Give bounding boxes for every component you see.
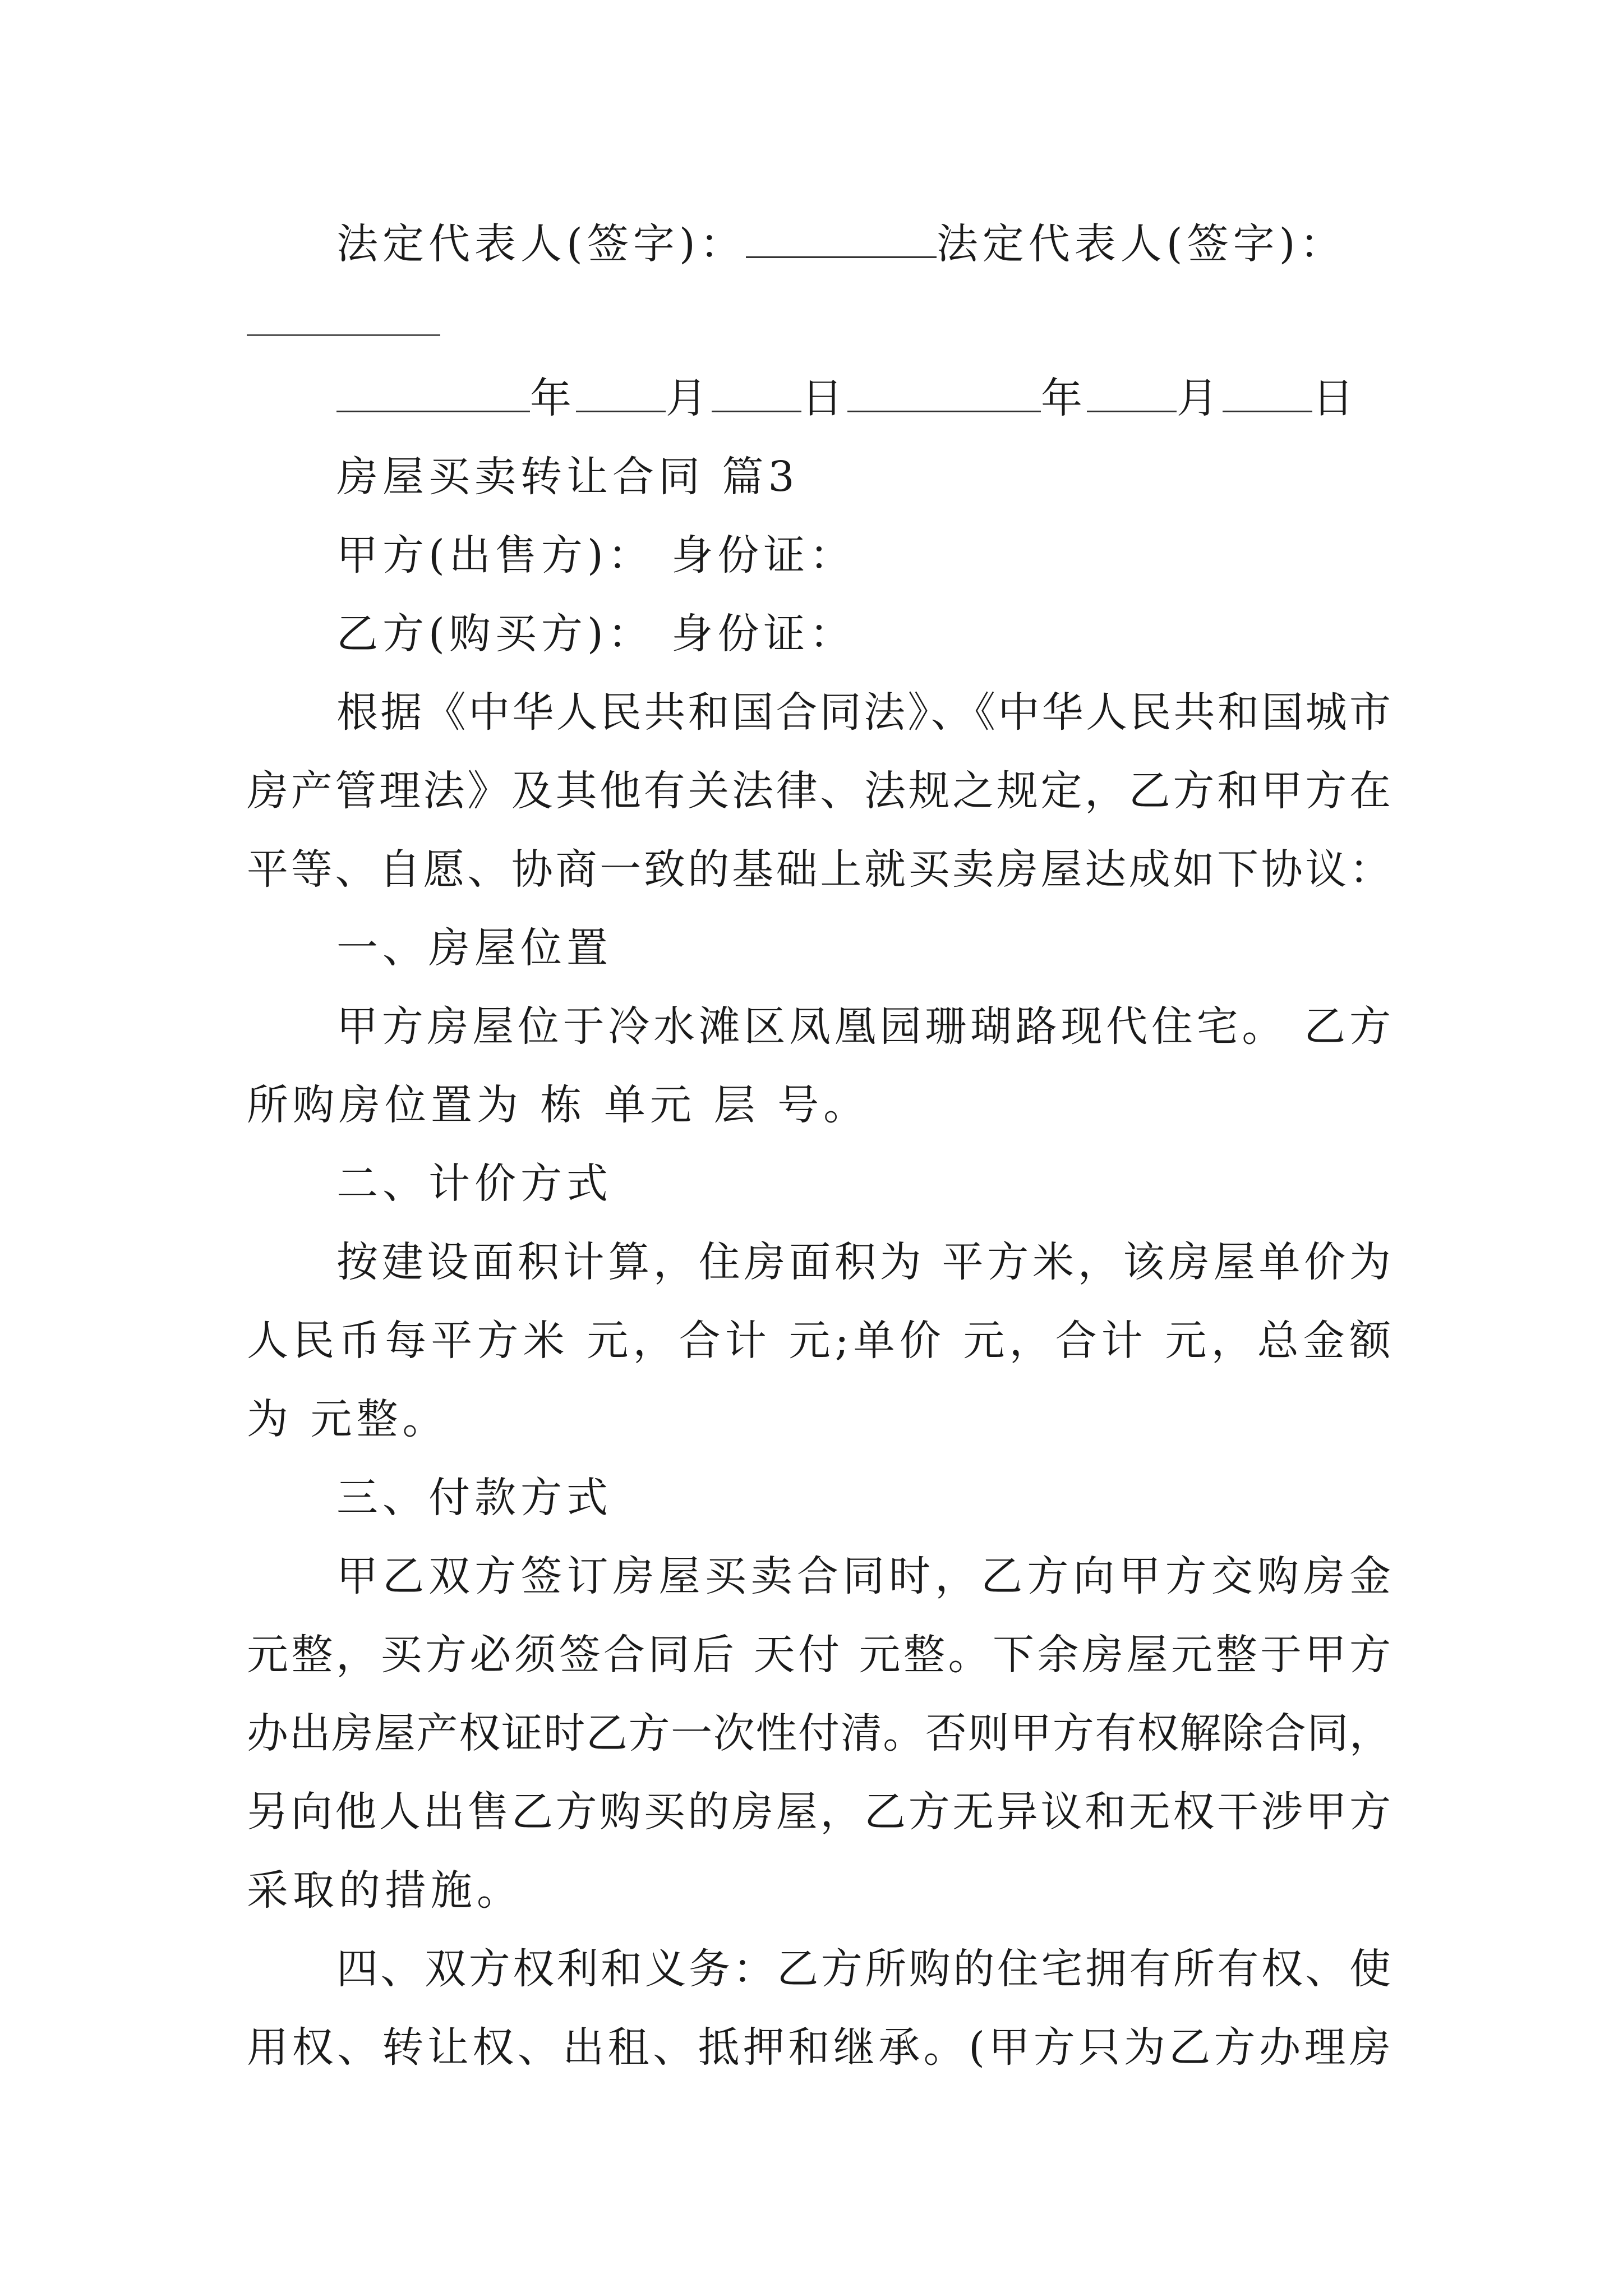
section-2-title: 二、计价方式 bbox=[336, 1159, 612, 1208]
day-blank-b bbox=[1223, 373, 1312, 412]
legal-rep-label-a: 法定代表人(签字)： bbox=[336, 220, 746, 268]
preamble-line: 房产管理法》及其他有关法律、法规之规定，乙方和甲方在 bbox=[247, 767, 1391, 815]
year-blank-a bbox=[336, 373, 530, 412]
legal-rep-label-b: 法定代表人(签字)： bbox=[936, 220, 1346, 268]
section-3-line: 另向他人出售乙方购买的房屋，乙方无异议和无权干涉甲方 bbox=[247, 1788, 1391, 1836]
year-blank-b bbox=[847, 373, 1041, 412]
date-row bbox=[336, 359, 1391, 438]
signature-row bbox=[336, 205, 1391, 283]
section-2-line: 按建设面积计算，住房面积为 平方米，该房屋单价为 bbox=[336, 1238, 1391, 1286]
preamble-line: 平等、自愿、协商一致的基础上就买卖房屋达成如下协议： bbox=[247, 845, 1391, 894]
section-3-line: 元整，买方必须签合同后 天付 元整。下余房屋元整于甲方 bbox=[247, 1631, 1391, 1679]
signature-blank-b bbox=[247, 334, 440, 336]
section-1-line: 甲方房屋位于冷水滩区凤凰园珊瑚路现代住宅。 乙方 bbox=[336, 1002, 1391, 1051]
party-a-line: 甲方(出售方)： 身份证： bbox=[336, 531, 856, 579]
section-title: 房屋买卖转让合同 篇3 bbox=[336, 453, 799, 501]
party-b-line: 乙方(购买方)： 身份证： bbox=[336, 610, 856, 658]
day-label-a: 日 bbox=[801, 374, 847, 422]
day-blank-a bbox=[712, 373, 801, 412]
section-3-line: 甲乙双方签订房屋买卖合同时，乙方向甲方交购房金 bbox=[336, 1552, 1391, 1600]
section-3-line: 办出房屋产权证时乙方一次性付清。否则甲方有权解除合同， bbox=[247, 1709, 1391, 1757]
section-2-line: 为 元整。 bbox=[247, 1395, 449, 1443]
month-label-b: 月 bbox=[1177, 374, 1223, 422]
year-label-a: 年 bbox=[530, 374, 576, 422]
section-2-line: 人民币每平方米 元，合计 元;单价 元，合计 元，总金额 bbox=[247, 1317, 1391, 1365]
section-4-line: 四、双方权利和义务：乙方所购的住宅拥有所有权、使 bbox=[336, 1945, 1391, 1993]
section-4-line: 用权、转让权、出租、抵押和继承。(甲方只为乙方办理房 bbox=[247, 2023, 1391, 2072]
section-3-line: 采取的措施。 bbox=[247, 1866, 523, 1915]
month-blank-a bbox=[576, 373, 666, 412]
section-3-title: 三、付款方式 bbox=[336, 1474, 612, 1522]
preamble-line: 根据《中华人民共和国合同法》、《中华人民共和国城市 bbox=[336, 688, 1391, 737]
section-1-line: 所购房位置为 栋 单元 层 号。 bbox=[247, 1081, 870, 1129]
month-blank-b bbox=[1087, 373, 1177, 412]
day-label-b: 日 bbox=[1312, 374, 1358, 422]
signature-blank-a bbox=[746, 219, 937, 258]
month-label-a: 月 bbox=[666, 374, 712, 422]
section-1-title: 一、房屋位置 bbox=[336, 924, 612, 972]
year-label-b: 年 bbox=[1041, 374, 1087, 422]
